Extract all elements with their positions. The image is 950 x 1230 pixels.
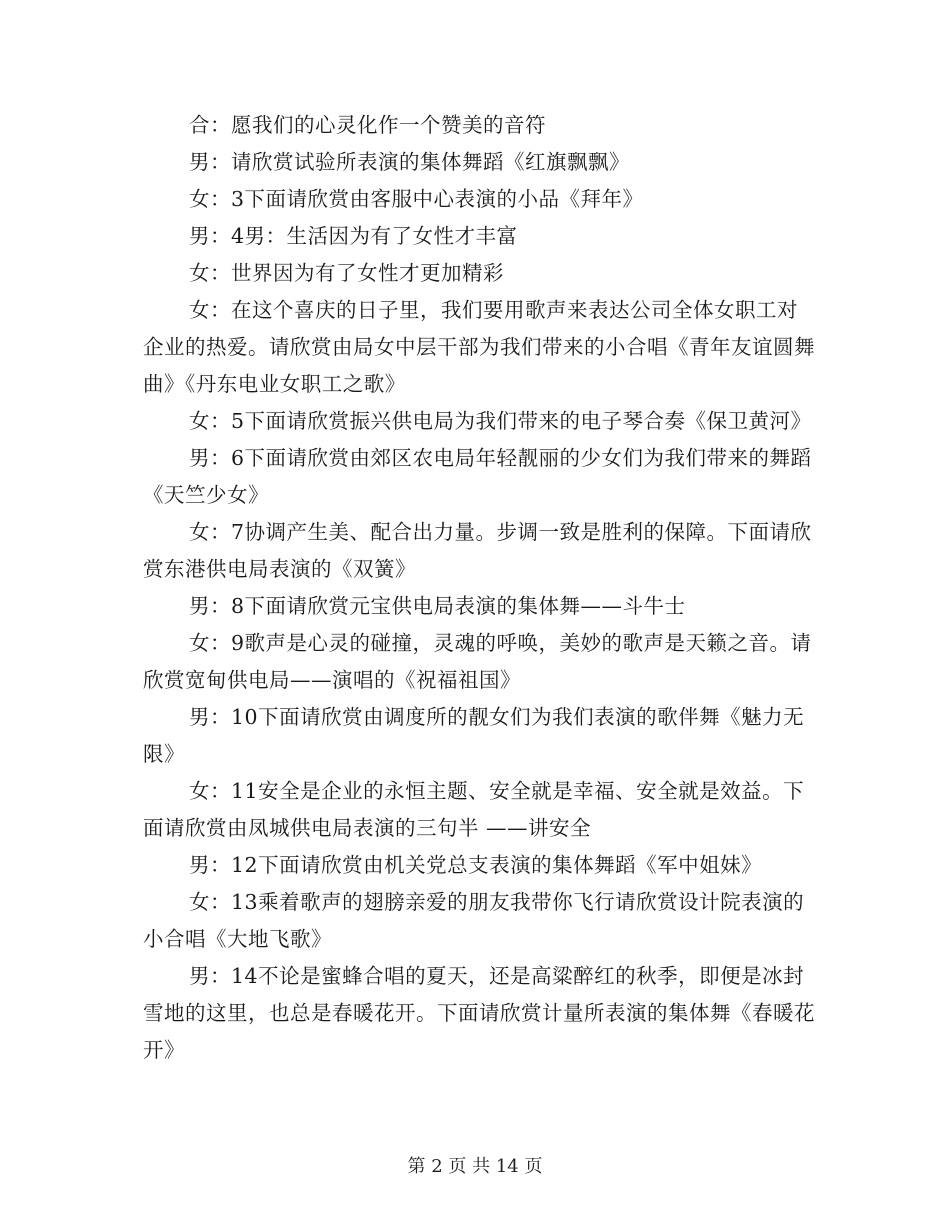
paragraph: 男：请欣赏试验所表演的集体舞蹈《红旗飘飘》 bbox=[189, 150, 630, 174]
paragraph: 男：4男：生活因为有了女性才丰富 bbox=[189, 224, 518, 248]
paragraph: 男：12下面请欣赏由机关党总支表演的集体舞蹈《军中姐妹》 bbox=[189, 853, 763, 877]
paragraph: 男：8下面请欣赏元宝供电局表演的集体舞——斗牛士 bbox=[189, 594, 686, 618]
paragraph: 女：3下面请欣赏由客服中心表演的小品《拜年》 bbox=[189, 187, 644, 211]
document-body bbox=[143, 107, 815, 1069]
paragraph: 女：11安全是企业的永恒主题、安全就是幸福、安全就是效益。下面请欣赏由凤城供电局表演的三句半 ——讲安全 bbox=[143, 779, 805, 840]
paragraph: 女：世界因为有了女性才更加精彩 bbox=[189, 261, 504, 285]
page-number: 第 2 页 共 14 页 bbox=[407, 1156, 543, 1177]
paragraph: 男：14不论是蜜蜂合唱的夏天，还是高粱醉红的秋季，即便是冰封雪地的这里，也总是春暖花开。下面请欣赏计量所表演的集体舞《春暖花开》 bbox=[143, 964, 815, 1062]
paragraph: 女：9歌声是心灵的碰撞，灵魂的呼唤，美妙的歌声是天籁之音。请欣赏宽甸供电局——演唱的《祝福祖国》 bbox=[143, 631, 812, 692]
paragraph: 女：5下面请欣赏振兴供电局为我们带来的电子琴合奏《保卫黄河》 bbox=[189, 409, 812, 433]
paragraph: 男：10下面请欣赏由调度所的靓女们为我们表演的歌伴舞《魅力无限》 bbox=[143, 705, 805, 766]
paragraph: 合：愿我们的心灵化作一个赞美的音符 bbox=[189, 113, 546, 137]
paragraph: 女：13乘着歌声的翅膀亲爱的朋友我带你飞行请欣赏设计院表演的小合唱《大地飞歌》 bbox=[143, 890, 805, 951]
paragraph: 女：7协调产生美、配合出力量。步调一致是胜利的保障。下面请欣赏东港供电局表演的《双簧》 bbox=[143, 520, 812, 581]
paragraph: 女：在这个喜庆的日子里，我们要用歌声来表达公司全体女职工对企业的热爱。请欣赏由局女中层干部为我们带来的小合唱《青年友谊圆舞曲》《丹东电业女职工之歌》 bbox=[143, 298, 815, 396]
paragraph: 男：6下面请欣赏由郊区农电局年轻靓丽的少女们为我们带来的舞蹈《天竺少女》 bbox=[143, 446, 812, 507]
